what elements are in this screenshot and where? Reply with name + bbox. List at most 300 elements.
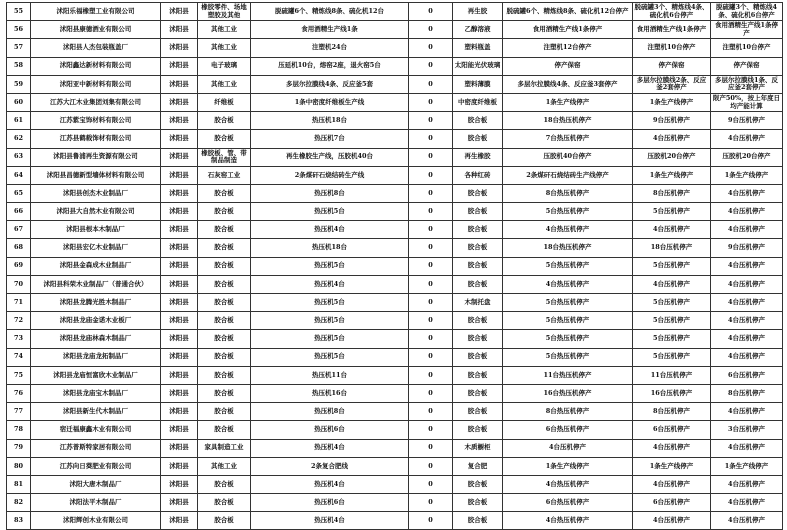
product-cell: 木制托盘 <box>453 294 503 312</box>
company-name-cell: 沭阳县康德酒业有限公司 <box>31 21 161 39</box>
table-row <box>7 3 783 21</box>
measure-cell: 脱硫罐6个、精炼线8条、硫化机12台停产 <box>503 3 633 21</box>
level-9-cell: 1条生产线停产 <box>633 93 711 111</box>
company-name-cell: 沭阳县鲁浦再生资源有限公司 <box>31 148 161 166</box>
table-row <box>7 39 783 57</box>
equipment-cell: 热压机4台 <box>251 275 409 293</box>
row-number-cell: 71 <box>7 294 31 312</box>
table-row <box>7 275 783 293</box>
company-name-cell: 江苏紫宝饰材料有限公司 <box>31 112 161 130</box>
measure-cell: 8台热压机停产 <box>503 403 633 421</box>
equipment-cell: 热压机4台 <box>251 512 409 530</box>
county-cell: 沭阳县 <box>161 275 198 293</box>
row-number-cell: 60 <box>7 93 31 111</box>
product-cell: 再生胶 <box>453 3 503 21</box>
baseline-zero-cell: 0 <box>409 21 453 39</box>
level-9-cell: 5台压机停产 <box>633 312 711 330</box>
company-name-cell: 沭阳县龙腾光胜木制品厂 <box>31 294 161 312</box>
product-cell: 乙醇溶液 <box>453 21 503 39</box>
baseline-zero-cell: 0 <box>409 439 453 457</box>
level-9-cell: 11台压机停产 <box>633 366 711 384</box>
county-cell: 沭阳县 <box>161 221 198 239</box>
measure-cell: 8台热压机停产 <box>503 184 633 202</box>
industry-cell: 胶合板 <box>198 184 251 202</box>
baseline-zero-cell: 0 <box>409 512 453 530</box>
measure-cell: 4台热压机停产 <box>503 275 633 293</box>
industry-cell: 胶合板 <box>198 512 251 530</box>
measure-cell: 压胶机40台停产 <box>503 148 633 166</box>
level-10-cell: 4台压机停产 <box>711 184 783 202</box>
table-row <box>7 184 783 202</box>
level-9-cell: 4台压机停产 <box>633 512 711 530</box>
row-number-cell: 69 <box>7 257 31 275</box>
baseline-zero-cell: 0 <box>409 457 453 475</box>
level-9-cell: 9台压机停产 <box>633 112 711 130</box>
equipment-cell: 多层尔拉膜线4条、反应釜5套 <box>251 75 409 93</box>
product-cell: 胶合板 <box>453 112 503 130</box>
baseline-zero-cell: 0 <box>409 257 453 275</box>
table-row <box>7 239 783 257</box>
industry-cell: 石灰窑工业 <box>198 166 251 184</box>
level-10-cell: 4台压机停产 <box>711 403 783 421</box>
measure-cell: 停产保窑 <box>503 57 633 75</box>
product-cell: 胶合板 <box>453 384 503 402</box>
measure-cell: 2条煤矸石烧结砖生产线停产 <box>503 166 633 184</box>
row-number-cell: 82 <box>7 494 31 512</box>
level-10-cell: 1条生产线停产 <box>711 166 783 184</box>
county-cell: 沭阳县 <box>161 203 198 221</box>
equipment-cell: 热压机5台 <box>251 330 409 348</box>
level-9-cell: 注塑机10台停产 <box>633 39 711 57</box>
equipment-cell: 热压机5台 <box>251 294 409 312</box>
level-9-cell: 5台压机停产 <box>633 257 711 275</box>
baseline-zero-cell: 0 <box>409 294 453 312</box>
level-9-cell: 5台压机停产 <box>633 294 711 312</box>
company-name-cell: 沭阳县新生代木制品厂 <box>31 403 161 421</box>
baseline-zero-cell: 0 <box>409 348 453 366</box>
industry-cell: 胶合板 <box>198 112 251 130</box>
level-9-cell: 18台压机停产 <box>633 239 711 257</box>
row-number-cell: 67 <box>7 221 31 239</box>
county-cell: 沭阳县 <box>161 366 198 384</box>
baseline-zero-cell: 0 <box>409 112 453 130</box>
measure-cell: 4台热压机停产 <box>503 512 633 530</box>
row-number-cell: 64 <box>7 166 31 184</box>
product-cell: 胶合板 <box>453 257 503 275</box>
row-number-cell: 79 <box>7 439 31 457</box>
measure-cell: 18台热压机停产 <box>503 239 633 257</box>
table-row <box>7 512 783 530</box>
equipment-cell: 1条中密度纤维板生产线 <box>251 93 409 111</box>
table-row <box>7 203 783 221</box>
equipment-cell: 热压机18台 <box>251 239 409 257</box>
table-row <box>7 221 783 239</box>
level-9-cell: 4台压机停产 <box>633 130 711 148</box>
company-name-cell: 沭阳县人杰包装瓶盖厂 <box>31 39 161 57</box>
county-cell: 沭阳县 <box>161 57 198 75</box>
level-10-cell: 4台压机停产 <box>711 330 783 348</box>
equipment-cell: 热压机4台 <box>251 439 409 457</box>
equipment-cell: 热压机8台 <box>251 403 409 421</box>
level-9-cell: 5台压机停产 <box>633 330 711 348</box>
table-row <box>7 330 783 348</box>
table-row <box>7 93 783 111</box>
company-name-cell: 沭阳县大自然木业有限公司 <box>31 203 161 221</box>
level-10-cell: 注塑机10台停产 <box>711 39 783 57</box>
measure-cell: 5台热压机停产 <box>503 312 633 330</box>
industry-cell: 其他工业 <box>198 75 251 93</box>
row-number-cell: 73 <box>7 330 31 348</box>
industry-cell: 纤维板 <box>198 93 251 111</box>
level-9-cell: 8台压机停产 <box>633 403 711 421</box>
level-10-cell: 4台压机停产 <box>711 221 783 239</box>
product-cell: 胶合板 <box>453 475 503 493</box>
level-10-cell: 停产保窑 <box>711 57 783 75</box>
level-10-cell: 4台压机停产 <box>711 439 783 457</box>
level-10-cell: 压胶机20台停产 <box>711 148 783 166</box>
measure-cell: 18台热压机停产 <box>503 112 633 130</box>
baseline-zero-cell: 0 <box>409 330 453 348</box>
company-name-cell: 江苏县鹤载饰材有限公司 <box>31 130 161 148</box>
company-name-cell: 沭阳县龙庙金诺木业板厂 <box>31 312 161 330</box>
county-cell: 沭阳县 <box>161 166 198 184</box>
industry-cell: 胶合板 <box>198 239 251 257</box>
company-name-cell: 沭阳县科荣木业制品厂（普通合伙） <box>31 275 161 293</box>
table-row <box>7 112 783 130</box>
company-name-cell: 沭阳县龙庙宝木制品厂 <box>31 384 161 402</box>
row-number-cell: 76 <box>7 384 31 402</box>
equipment-cell: 热压机5台 <box>251 203 409 221</box>
industry-cell: 胶合板 <box>198 257 251 275</box>
county-cell: 沭阳县 <box>161 512 198 530</box>
row-number-cell: 61 <box>7 112 31 130</box>
company-name-cell: 沭阳县昌德新型墙体材料有限公司 <box>31 166 161 184</box>
county-cell: 沭阳县 <box>161 330 198 348</box>
baseline-zero-cell: 0 <box>409 75 453 93</box>
baseline-zero-cell: 0 <box>409 203 453 221</box>
level-10-cell: 8台压机停产 <box>711 384 783 402</box>
level-10-cell: 脱硫罐3个、精炼线4条、硫化机6台停产 <box>711 3 783 21</box>
equipment-cell: 热压机4台 <box>251 475 409 493</box>
company-name-cell: 沭阳县龙庙林森木制品厂 <box>31 330 161 348</box>
company-name-cell: 沭阳大唐木制品厂 <box>31 475 161 493</box>
row-number-cell: 58 <box>7 57 31 75</box>
row-number-cell: 62 <box>7 130 31 148</box>
industry-cell: 电子玻璃 <box>198 57 251 75</box>
level-10-cell: 3台压机停产 <box>711 421 783 439</box>
level-9-cell: 5台压机停产 <box>633 348 711 366</box>
measure-cell: 5台热压机停产 <box>503 203 633 221</box>
level-9-cell: 6台压机停产 <box>633 494 711 512</box>
industry-cell: 胶合板 <box>198 403 251 421</box>
industry-cell: 胶合板 <box>198 294 251 312</box>
table-row <box>7 457 783 475</box>
table-row <box>7 348 783 366</box>
row-number-cell: 56 <box>7 21 31 39</box>
county-cell: 沭阳县 <box>161 21 198 39</box>
equipment-cell: 热压机4台 <box>251 221 409 239</box>
company-name-cell: 沭阳辉创木业有限公司 <box>31 512 161 530</box>
equipment-cell: 热压机16台 <box>251 384 409 402</box>
level-9-cell: 停产保窑 <box>633 57 711 75</box>
table-row <box>7 475 783 493</box>
product-cell: 胶合板 <box>453 312 503 330</box>
county-cell: 沭阳县 <box>161 348 198 366</box>
product-cell: 胶合板 <box>453 366 503 384</box>
company-name-cell: 江苏普斯特家居有限公司 <box>31 439 161 457</box>
industry-cell: 胶合板 <box>198 494 251 512</box>
industry-cell: 橡胶零件、场地塑胶及其他 <box>198 3 251 21</box>
product-cell: 胶合板 <box>453 130 503 148</box>
county-cell: 沭阳县 <box>161 148 198 166</box>
table-row <box>7 130 783 148</box>
measure-cell: 1条生产线停产 <box>503 457 633 475</box>
measure-cell: 5台热压机停产 <box>503 257 633 275</box>
industry-cell: 胶合板 <box>198 384 251 402</box>
row-number-cell: 74 <box>7 348 31 366</box>
company-name-cell: 宿迁福康鑫木业有限公司 <box>31 421 161 439</box>
baseline-zero-cell: 0 <box>409 475 453 493</box>
company-name-cell: 沭阳县金森成木业制品厂 <box>31 257 161 275</box>
product-cell: 胶合板 <box>453 221 503 239</box>
measure-cell: 1条生产线停产 <box>503 93 633 111</box>
county-cell: 沭阳县 <box>161 312 198 330</box>
table-row <box>7 312 783 330</box>
company-name-cell: 沭阳亚中新材料有限公司 <box>31 75 161 93</box>
measure-cell: 4台热压机停产 <box>503 221 633 239</box>
baseline-zero-cell: 0 <box>409 221 453 239</box>
county-cell: 沭阳县 <box>161 257 198 275</box>
level-9-cell: 压胶机20台停产 <box>633 148 711 166</box>
product-cell: 胶合板 <box>453 203 503 221</box>
equipment-cell: 热压机5台 <box>251 312 409 330</box>
county-cell: 沭阳县 <box>161 384 198 402</box>
baseline-zero-cell: 0 <box>409 366 453 384</box>
industry-cell: 胶合板 <box>198 312 251 330</box>
product-cell: 中密度纤维板 <box>453 93 503 111</box>
product-cell: 各种红砖 <box>453 166 503 184</box>
product-cell: 胶合板 <box>453 275 503 293</box>
equipment-cell: 食用酒精生产线1条 <box>251 21 409 39</box>
level-9-cell: 1条生产线停产 <box>633 166 711 184</box>
level-9-cell: 4台压机停产 <box>633 475 711 493</box>
equipment-cell: 热压机11台 <box>251 366 409 384</box>
baseline-zero-cell: 0 <box>409 275 453 293</box>
product-cell: 塑料瓶盖 <box>453 39 503 57</box>
table-row <box>7 366 783 384</box>
company-name-cell: 沭阳县根本木制品厂 <box>31 221 161 239</box>
county-cell: 沭阳县 <box>161 93 198 111</box>
table-row <box>7 75 783 93</box>
table-row <box>7 57 783 75</box>
level-10-cell: 9台压机停产 <box>711 239 783 257</box>
row-number-cell: 57 <box>7 39 31 57</box>
level-10-cell: 4台压机停产 <box>711 475 783 493</box>
product-cell: 太阳能光伏玻璃 <box>453 57 503 75</box>
table-row <box>7 384 783 402</box>
company-name-cell: 沭阳县龙庙龙拓制品厂 <box>31 348 161 366</box>
measure-cell: 5台热压机停产 <box>503 330 633 348</box>
product-cell: 胶合板 <box>453 421 503 439</box>
row-number-cell: 63 <box>7 148 31 166</box>
company-name-cell: 沭阳县龙庙恒富欣木业制品厂 <box>31 366 161 384</box>
level-10-cell: 6台压机停产 <box>711 366 783 384</box>
equipment-cell: 脱硫罐6个、精炼线8条、硫化机12台 <box>251 3 409 21</box>
measure-cell: 6台热压机停产 <box>503 421 633 439</box>
table-row <box>7 403 783 421</box>
equipment-cell: 热压机8台 <box>251 184 409 202</box>
equipment-cell: 压延机10台，熔窑2座，退火窑5台 <box>251 57 409 75</box>
company-name-cell: 江苏向日葵肥业有限公司 <box>31 457 161 475</box>
measure-cell: 多层尔拉膜线4条、反应釜3套停产 <box>503 75 633 93</box>
equipment-cell: 2条复合肥线 <box>251 457 409 475</box>
measure-cell: 5台热压机停产 <box>503 348 633 366</box>
row-number-cell: 75 <box>7 366 31 384</box>
baseline-zero-cell: 0 <box>409 93 453 111</box>
county-cell: 沭阳县 <box>161 294 198 312</box>
level-10-cell: 4台压机停产 <box>711 275 783 293</box>
table-body <box>7 3 783 530</box>
table-row <box>7 166 783 184</box>
row-number-cell: 80 <box>7 457 31 475</box>
industry-cell: 胶合板 <box>198 130 251 148</box>
industry-cell: 其他工业 <box>198 39 251 57</box>
baseline-zero-cell: 0 <box>409 421 453 439</box>
product-cell: 胶合板 <box>453 239 503 257</box>
row-number-cell: 78 <box>7 421 31 439</box>
measure-cell: 7台热压机停产 <box>503 130 633 148</box>
level-10-cell: 4台压机停产 <box>711 257 783 275</box>
county-cell: 沭阳县 <box>161 184 198 202</box>
equipment-cell: 2条煤矸石烧结砖生产线 <box>251 166 409 184</box>
baseline-zero-cell: 0 <box>409 312 453 330</box>
industry-cell: 其他工业 <box>198 21 251 39</box>
company-name-cell: 沭阳县宏亿木业制品厂 <box>31 239 161 257</box>
product-cell: 胶合板 <box>453 348 503 366</box>
county-cell: 沭阳县 <box>161 130 198 148</box>
equipment-cell: 再生橡胶生产线，压胶机40台 <box>251 148 409 166</box>
row-number-cell: 81 <box>7 475 31 493</box>
measure-cell: 11台热压机停产 <box>503 366 633 384</box>
table-row <box>7 439 783 457</box>
county-cell: 沭阳县 <box>161 475 198 493</box>
measure-cell: 注塑机12台停产 <box>503 39 633 57</box>
product-cell: 胶合板 <box>453 330 503 348</box>
row-number-cell: 66 <box>7 203 31 221</box>
baseline-zero-cell: 0 <box>409 384 453 402</box>
row-number-cell: 68 <box>7 239 31 257</box>
product-cell: 木质橱柜 <box>453 439 503 457</box>
level-10-cell: 4台压机停产 <box>711 203 783 221</box>
level-10-cell: 4台压机停产 <box>711 512 783 530</box>
baseline-zero-cell: 0 <box>409 494 453 512</box>
product-cell: 再生橡胶 <box>453 148 503 166</box>
county-cell: 沭阳县 <box>161 75 198 93</box>
level-10-cell: 9台压机停产 <box>711 112 783 130</box>
industry-cell: 胶合板 <box>198 275 251 293</box>
measure-cell: 5台热压机停产 <box>503 294 633 312</box>
level-9-cell: 4台压机停产 <box>633 221 711 239</box>
product-cell: 胶合板 <box>453 403 503 421</box>
level-9-cell: 4台压机停产 <box>633 275 711 293</box>
county-cell: 沭阳县 <box>161 3 198 21</box>
row-number-cell: 70 <box>7 275 31 293</box>
company-name-cell: 沭阳鑫达新材料有限公司 <box>31 57 161 75</box>
level-10-cell: 限产50%，按上年度日均产能计算 <box>711 93 783 111</box>
equipment-cell: 热压机6台 <box>251 494 409 512</box>
baseline-zero-cell: 0 <box>409 184 453 202</box>
equipment-cell: 注塑机24台 <box>251 39 409 57</box>
measure-cell: 4台压机停产 <box>503 439 633 457</box>
company-name-cell: 沭阳县创杰木业制品厂 <box>31 184 161 202</box>
row-number-cell: 77 <box>7 403 31 421</box>
level-9-cell: 多层尔拉膜线2条、反应釜2套停产 <box>633 75 711 93</box>
industry-cell: 胶合板 <box>198 475 251 493</box>
level-10-cell: 4台压机停产 <box>711 130 783 148</box>
county-cell: 沭阳县 <box>161 403 198 421</box>
industry-cell: 橡胶板、管、带制品制造 <box>198 148 251 166</box>
company-name-cell: 沭阳法平木制品厂 <box>31 494 161 512</box>
county-cell: 沭阳县 <box>161 239 198 257</box>
industry-cell: 胶合板 <box>198 221 251 239</box>
level-10-cell: 多层尔拉膜线1条、反应釜2套停产 <box>711 75 783 93</box>
baseline-zero-cell: 0 <box>409 148 453 166</box>
level-9-cell: 食用酒精生产线1条停产 <box>633 21 711 39</box>
product-cell: 胶合板 <box>453 184 503 202</box>
industry-cell: 胶合板 <box>198 330 251 348</box>
industry-cell: 胶合板 <box>198 348 251 366</box>
row-number-cell: 72 <box>7 312 31 330</box>
county-cell: 沭阳县 <box>161 457 198 475</box>
company-name-cell: 江苏大江木业集团刘集有限公司 <box>31 93 161 111</box>
baseline-zero-cell: 0 <box>409 130 453 148</box>
table-row <box>7 294 783 312</box>
baseline-zero-cell: 0 <box>409 239 453 257</box>
table-row <box>7 21 783 39</box>
measure-cell: 4台热压机停产 <box>503 475 633 493</box>
level-9-cell: 4台压机停产 <box>633 439 711 457</box>
level-10-cell: 1条生产线停产 <box>711 457 783 475</box>
product-cell: 复合肥 <box>453 457 503 475</box>
county-cell: 沭阳县 <box>161 421 198 439</box>
level-10-cell: 4台压机停产 <box>711 348 783 366</box>
baseline-zero-cell: 0 <box>409 57 453 75</box>
baseline-zero-cell: 0 <box>409 166 453 184</box>
level-9-cell: 16台压机停产 <box>633 384 711 402</box>
product-cell: 胶合板 <box>453 512 503 530</box>
industry-cell: 胶合板 <box>198 203 251 221</box>
table-row <box>7 421 783 439</box>
product-cell: 塑料薄膜 <box>453 75 503 93</box>
row-number-cell: 59 <box>7 75 31 93</box>
industry-cell: 其他工业 <box>198 457 251 475</box>
county-cell: 沭阳县 <box>161 112 198 130</box>
equipment-cell: 热压机7台 <box>251 130 409 148</box>
equipment-cell: 热压机5台 <box>251 257 409 275</box>
level-9-cell: 6台压机停产 <box>633 421 711 439</box>
row-number-cell: 83 <box>7 512 31 530</box>
measure-cell: 16台热压机停产 <box>503 384 633 402</box>
table-row <box>7 494 783 512</box>
table-row <box>7 257 783 275</box>
county-cell: 沭阳县 <box>161 39 198 57</box>
equipment-cell: 热压机18台 <box>251 112 409 130</box>
product-cell: 胶合板 <box>453 494 503 512</box>
level-10-cell: 食用酒精生产线1条停产 <box>711 21 783 39</box>
row-number-cell: 65 <box>7 184 31 202</box>
county-cell: 沭阳县 <box>161 494 198 512</box>
restriction-table <box>6 2 783 530</box>
